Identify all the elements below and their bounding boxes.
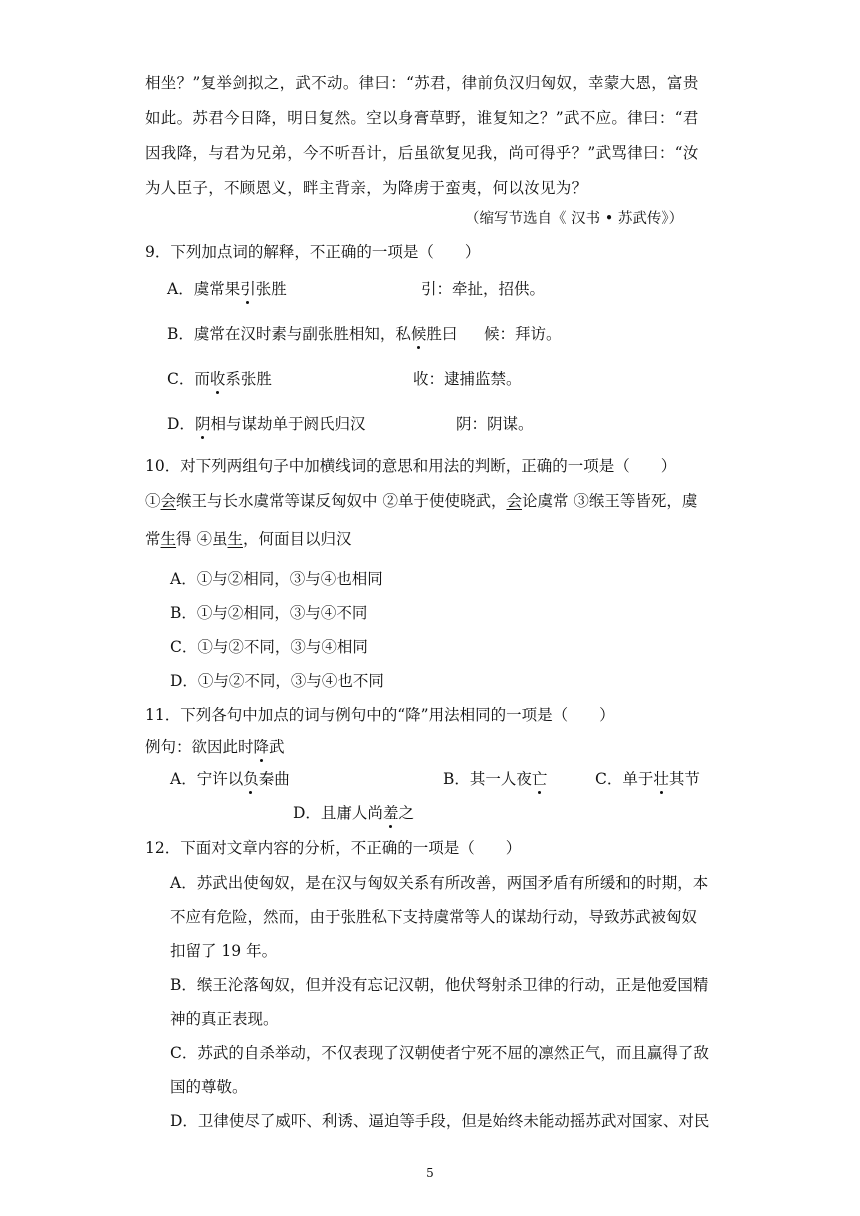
q12-option-a-line: A．苏武出使匈奴，是在汉与匈奴关系有所改善，两国矛盾有所缓和的时期，本	[170, 874, 709, 892]
underlined-word: 会	[160, 492, 177, 510]
q12-option-a-line: 扣留了 19 年。	[170, 942, 278, 960]
q9-gloss-c: 收：逮捕监禁。	[413, 370, 522, 388]
q12-option-d-line: D．卫律使尽了威吓、利诱、逼迫等手段，但是始终未能动摇苏武对国家、对民	[170, 1112, 710, 1130]
dotted-word: 负	[243, 770, 259, 788]
passage-source: （缩写节选自《 汉书 • 苏武传》）	[465, 211, 684, 227]
q10-sentences-line1: ①会缑王与长水虞常等谋反匈奴中 ②单于使使晓武，会论虞常 ③缑王等皆死，虞	[145, 492, 698, 510]
underlined-word: 生	[227, 530, 243, 548]
dotted-word: 亡	[531, 770, 548, 788]
q10-sentences-line2: 常生得 ④虽生，何面目以归汉	[145, 530, 352, 548]
q10-option-c: C．①与②不同，③与④相同	[170, 638, 368, 656]
q9-option-d: D．阴相与谋劫单于阏氏归汉	[167, 415, 366, 433]
q12-option-b-line: B．缑王沦落匈奴，但并没有忘记汉朝，他伏弩射杀卫律的行动，正是他爱国精	[170, 976, 709, 994]
q9-gloss-d: 阴：阴谋。	[456, 415, 534, 433]
dotted-word: 阴	[194, 415, 211, 433]
dotted-word: 壮	[653, 770, 669, 788]
q12-option-a-line: 不应有危险，然而，由于张胜私下支持虞常等人的谋劫行动，导致苏武被匈奴	[170, 908, 698, 926]
q9-gloss-b: 候：拜访。	[484, 325, 562, 343]
dotted-word: 羞	[382, 804, 399, 822]
q12-stem: 12．下面对文章内容的分析，不正确的一项是（ ）	[145, 839, 522, 857]
underlined-word: 生	[160, 530, 177, 548]
dotted-word: 引	[240, 280, 256, 298]
q11-option-c: C．单于壮其节	[595, 770, 700, 788]
q11-option-d: D．且庸人尚羞之	[293, 804, 414, 822]
q9-option-c: C．而收系张胜	[167, 370, 272, 388]
dotted-word: 候	[410, 325, 427, 343]
passage-line: 因我降，与君为兄弟，今不听吾计，后虽欲复见我，尚可得乎？”武骂律曰：“汝	[145, 144, 699, 162]
passage-line: 为人臣子，不顾恩义，畔主背亲，为降虏于蛮夷，何以汝见为？	[145, 179, 588, 197]
q10-option-d: D．①与②不同，③与④也不同	[170, 672, 384, 690]
q9-stem: 9．下列加点词的解释，不正确的一项是（ ）	[145, 243, 481, 261]
q11-stem: 11．下列各句中加点的词与例句中的“降”用法相同的一项是（ ）	[145, 706, 615, 724]
q9-option-b: B．虞常在汉时素与副张胜相知，私候胜曰	[167, 325, 458, 343]
passage-line: 相坐？”复举剑拟之，武不动。律曰：“苏君，律前负汉归匈奴，幸蒙大恩，富贵	[145, 74, 699, 92]
dotted-word: 收	[209, 370, 226, 388]
q12-option-b-line: 神的真正表现。	[170, 1010, 279, 1028]
q10-option-b: B．①与②相同，③与④不同	[170, 604, 368, 622]
underlined-word: 会	[506, 492, 522, 510]
page-number: 5	[426, 1166, 434, 1180]
q11-option-a: A．宁许以负秦曲	[170, 770, 290, 788]
q9-gloss-a: 引：牵扯，招供。	[421, 280, 546, 298]
q10-option-a: A．①与②相同，③与④也相同	[170, 570, 383, 588]
q10-stem: 10．对下列两组句子中加横线词的意思和用法的判断，正确的一项是（ ）	[145, 457, 677, 475]
q9-option-a: A．虞常果引张胜	[167, 280, 287, 298]
dotted-word: 降	[253, 738, 270, 756]
q12-option-c-line: C．苏武的自杀举动，不仅表现了汉朝使者宁死不屈的凛然正气，而且赢得了敌	[170, 1044, 709, 1062]
q11-example: 例句：欲因此时降武	[145, 738, 285, 756]
q12-option-c-line: 国的尊敬。	[170, 1078, 248, 1096]
q11-option-b: B．其一人夜亡	[443, 770, 548, 788]
passage-line: 如此。苏君今日降，明日复然。空以身膏草野，谁复知之？”武不应。律曰：“君	[145, 109, 699, 127]
